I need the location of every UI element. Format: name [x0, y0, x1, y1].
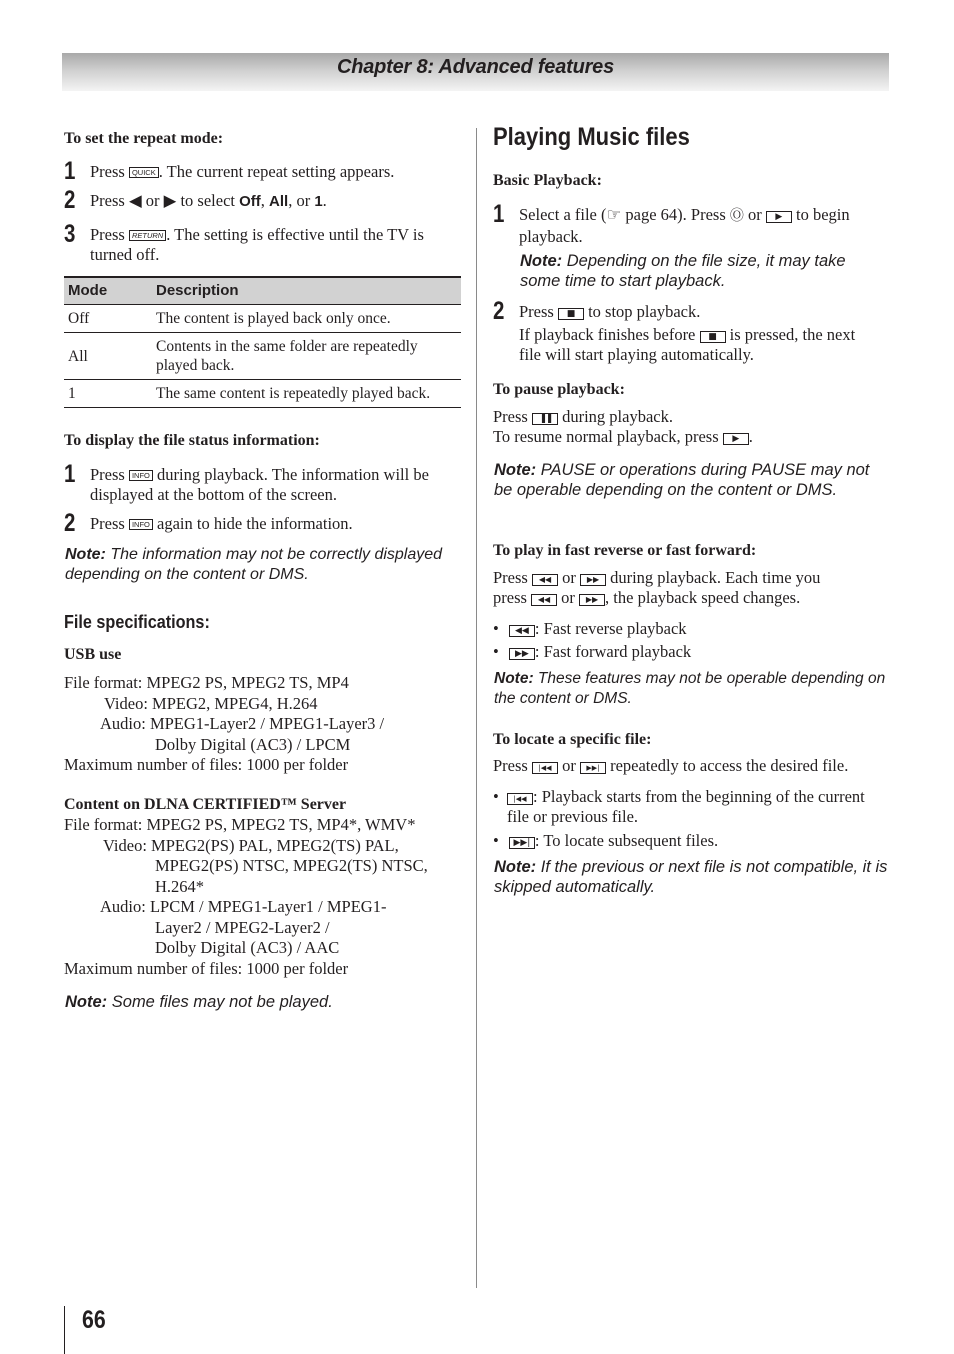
- specs-note: Note: Some files may not be played.: [65, 993, 333, 1011]
- pause-icon: ▐▐: [532, 413, 558, 425]
- section-title: Playing Music files: [493, 123, 690, 151]
- step-number: 2: [64, 509, 76, 537]
- status-step-1: Press INFO during playback. The information will be displayed at the bottom of the screen.: [90, 465, 429, 504]
- step-number: 2: [493, 297, 505, 325]
- basic-note: Note: Depending on the file size, it may take some time to start playback.: [520, 252, 846, 290]
- basic-step-2-detail: If playback finishes before ■ is pressed, the next file will start playing automatically.: [519, 325, 856, 364]
- rewind-icon: ◀◀: [509, 625, 535, 637]
- fast-note: Note: These features may not be operable depending on the content or DMS.: [494, 670, 886, 707]
- file-specs-heading: File specifications:: [64, 612, 210, 632]
- locate-bullet-1-mark: [493, 787, 499, 807]
- skip-forward-icon: ▶▶|: [580, 762, 606, 774]
- table-header-mode: Mode: [64, 277, 152, 305]
- status-heading: To display the file status information:: [64, 432, 320, 449]
- table-header-description: Description: [152, 277, 461, 305]
- locate-bullet-1: |◀◀ : Playback starts from the beginning of the current file or previous file.: [507, 787, 865, 826]
- status-step-2: Press INFO again to hide the information.: [90, 514, 353, 533]
- repeat-step-3: Press RETURN . The setting is effective until the TV is turned off.: [90, 225, 424, 264]
- usb-line: Video: MPEG2, MPEG4, H.264: [104, 694, 318, 713]
- basic-heading: Basic Playback:: [493, 172, 602, 189]
- table-row: All Contents in the same folder are repeatedly played back.: [64, 333, 461, 380]
- page-number-rule: [64, 1306, 65, 1354]
- locate-note: Note: If the previous or next file is not compatible, it is skipped automatically.: [494, 858, 888, 896]
- dlna-line: Dolby Digital (AC3) / AAC: [155, 938, 340, 957]
- fast-line-2: press ◀◀ or ▶▶ , the playback speed changes.: [493, 588, 801, 607]
- column-divider: [476, 128, 477, 1288]
- dlna-line: Audio: LPCM / MPEG1-Layer1 / MPEG1-: [100, 897, 387, 916]
- status-note: Note: The information may not be correctly displayed depending on the content or DMS.: [65, 546, 443, 583]
- fast-forward-icon: ▶▶: [509, 648, 535, 660]
- play-icon: ▶: [723, 433, 749, 445]
- dlna-line: Maximum number of files: 1000 per folder: [64, 959, 349, 978]
- locate-heading: To locate a specific file:: [493, 731, 652, 748]
- quick-key-icon: QUICK: [129, 167, 159, 178]
- skip-forward-icon: ▶▶|: [509, 837, 535, 849]
- bullet-icon: •: [493, 787, 499, 806]
- pause-line-1: Press ▐▐ during playback.: [493, 407, 673, 426]
- return-key-icon: RETURN: [129, 230, 166, 241]
- basic-step-1: Select a file (☞ page 64). Press Ⓞ or ▶ to begin playback.: [519, 205, 850, 246]
- dlna-line: File format: MPEG2 PS, MPEG2 TS, MP4*, WMV*: [64, 815, 416, 834]
- usb-line: Maximum number of files: 1000 per folder: [64, 755, 349, 774]
- pause-heading: To pause playback:: [493, 381, 625, 398]
- repeat-step-1: Press QUICK . The current repeat setting appears.: [90, 162, 395, 181]
- step-number: 2: [64, 186, 76, 214]
- repeat-step-2: Press ◀ or ▶ to select Off, All, or 1.: [90, 191, 327, 210]
- fast-line-1: Press ◀◀ or ▶▶ during playback. Each time you: [493, 568, 821, 587]
- chapter-title: Chapter 8: Advanced features: [336, 56, 615, 78]
- dlna-line: MPEG2(PS) NTSC, MPEG2(TS) NTSC,: [155, 856, 428, 875]
- fast-heading: To play in fast reverse or fast forward:: [493, 542, 757, 559]
- table-row: Off The content is played back only once.: [64, 305, 461, 333]
- pause-line-2: To resume normal playback, press ▶ .: [493, 427, 753, 446]
- usb-line: Audio: MPEG1-Layer2 / MPEG1-Layer3 /: [100, 714, 385, 733]
- dlna-line: H.264*: [155, 877, 205, 896]
- skip-back-icon: |◀◀: [532, 762, 558, 774]
- fast-forward-icon: ▶▶: [580, 574, 606, 586]
- basic-step-2: Press ■ to stop playback.: [519, 302, 701, 321]
- stop-icon: ■: [700, 331, 726, 343]
- dlna-heading: Content on DLNA CERTIFIED™ Server: [64, 796, 347, 813]
- bullet-icon: •: [493, 619, 499, 638]
- info-key-icon: INFO: [129, 519, 153, 530]
- fast-forward-icon: ▶▶: [579, 594, 605, 606]
- table-row: 1 The same content is repeatedly played back.: [64, 380, 461, 408]
- rewind-icon: ◀◀: [532, 574, 558, 586]
- repeat-mode-table: [64, 276, 461, 408]
- info-key-icon: INFO: [129, 470, 153, 481]
- locate-bullet-2: • ▶▶| : To locate subsequent files.: [493, 831, 719, 850]
- usb-line: File format: MPEG2 PS, MPEG2 TS, MP4: [64, 673, 349, 692]
- pause-note: Note: PAUSE or operations during PAUSE may not be operable depending on the content or DMS.: [494, 461, 870, 499]
- dlna-line: Video: MPEG2(PS) PAL, MPEG2(TS) PAL,: [103, 836, 399, 855]
- locate-line: Press |◀◀ or ▶▶| repeatedly to access the desired file.: [493, 756, 849, 775]
- chapter-header-bar: [62, 53, 889, 91]
- play-icon: ▶: [766, 211, 792, 223]
- step-number: 1: [493, 200, 505, 228]
- rewind-icon: ◀◀: [531, 594, 557, 606]
- fast-bullet-2: • ▶▶ : Fast forward playback: [493, 642, 692, 661]
- usb-line: Dolby Digital (AC3) / LPCM: [155, 735, 351, 754]
- skip-back-icon: |◀◀: [507, 793, 533, 805]
- repeat-heading: To set the repeat mode:: [64, 130, 224, 147]
- step-number: 1: [64, 460, 76, 488]
- step-number: 3: [64, 220, 76, 248]
- usb-heading: USB use: [64, 646, 122, 663]
- ok-icon: Ⓞ: [729, 209, 744, 224]
- dlna-line: Layer2 / MPEG2-Layer2 /: [155, 918, 330, 937]
- page-number: 66: [82, 1306, 106, 1334]
- bullet-icon: •: [493, 831, 499, 850]
- step-number: 1: [64, 157, 76, 185]
- bullet-icon: •: [493, 642, 499, 661]
- fast-bullet-1: • ◀◀ : Fast reverse playback: [493, 619, 687, 638]
- stop-icon: ■: [558, 308, 584, 320]
